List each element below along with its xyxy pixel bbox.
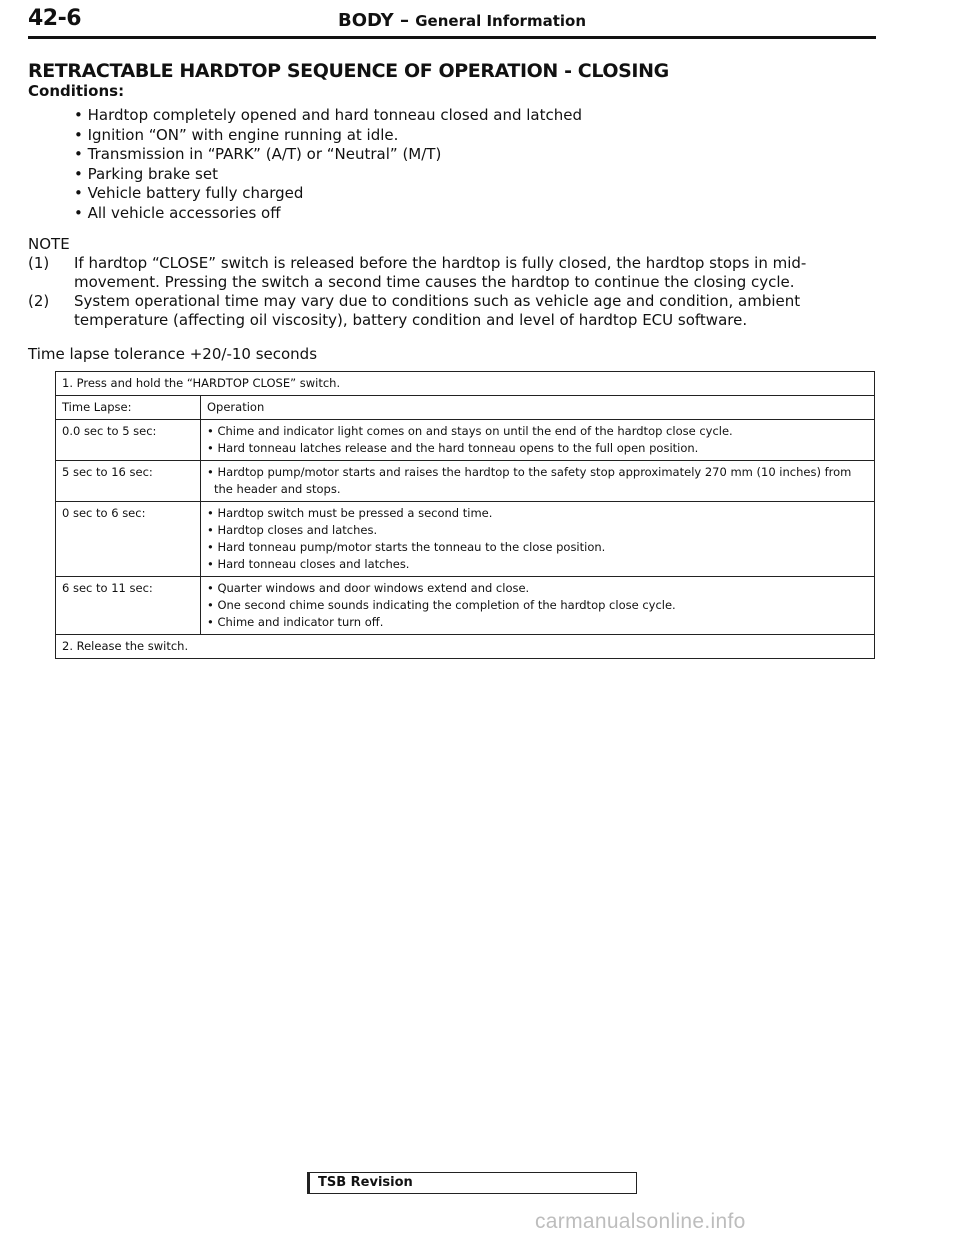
operation-header: Operation bbox=[201, 396, 875, 420]
time-cell: 5 sec to 16 sec: bbox=[56, 461, 201, 502]
operation-item: • Chime and indicator turn off. bbox=[207, 614, 868, 631]
step-1-cell: 1. Press and hold the “HARDTOP CLOSE” switch. bbox=[56, 372, 875, 396]
operation-item: • Quarter windows and door windows extend and close. bbox=[207, 580, 868, 597]
table-row bbox=[56, 502, 875, 577]
conditions-list bbox=[74, 106, 582, 223]
condition-item: • Hardtop completely opened and hard tonneau closed and latched bbox=[74, 106, 582, 124]
operation-item: • One second chime sounds indicating the completion of the hardtop close cycle. bbox=[207, 597, 868, 614]
table-row bbox=[56, 420, 875, 461]
condition-item: • Parking brake set bbox=[74, 164, 218, 183]
operation-cell bbox=[201, 461, 875, 502]
note-text: System operational time may vary due to conditions such as vehicle age and condition, ambient temperature (affecting oil viscosity), battery condition and level of hardtop ECU software. bbox=[74, 292, 801, 329]
operation-table bbox=[55, 371, 875, 659]
note-text: If hardtop “CLOSE” switch is released before the hardtop is fully closed, the hardtop stops in mid-movement. Pressing the switch a second time causes the hardtop to continue the closing cycle. bbox=[74, 254, 807, 291]
time-lapse-header: Time Lapse: bbox=[56, 396, 201, 420]
page-number: 42-6 bbox=[28, 6, 82, 31]
operation-item: • Chime and indicator light comes on and stays on until the end of the hardtop close cycle. bbox=[207, 423, 868, 440]
operation-item: • Hardtop switch must be pressed a second time. bbox=[207, 505, 868, 522]
time-cell: 6 sec to 11 sec: bbox=[56, 577, 201, 635]
conditions-heading: Conditions: bbox=[28, 82, 125, 100]
section-name: BODY – bbox=[338, 10, 409, 31]
tsb-revision-box: TSB Revision bbox=[307, 1172, 637, 1194]
watermark: carmanualsonline.info bbox=[535, 1210, 746, 1233]
condition-item: • Transmission in “PARK” (A/T) or “Neutral” (M/T) bbox=[74, 145, 442, 163]
page-header bbox=[28, 6, 876, 39]
operation-item: • Hardtop closes and latches. bbox=[207, 522, 868, 539]
step-2-cell: 2. Release the switch. bbox=[56, 635, 875, 659]
note-item bbox=[28, 292, 878, 330]
note-number: (2) bbox=[28, 292, 50, 310]
condition-item: • Ignition “ON” with engine running at idle. bbox=[74, 125, 399, 144]
time-cell: 0.0 sec to 5 sec: bbox=[56, 420, 201, 461]
condition-item: • Vehicle battery fully charged bbox=[74, 184, 304, 202]
subsection-name: General Information bbox=[415, 12, 587, 30]
condition-item: • All vehicle accessories off bbox=[74, 203, 281, 222]
page-title: RETRACTABLE HARDTOP SEQUENCE OF OPERATION - CLOSING bbox=[28, 60, 669, 82]
table-row bbox=[56, 635, 875, 659]
operation-item: • Hard tonneau closes and latches. bbox=[207, 556, 868, 573]
tolerance-note: Time lapse tolerance +20/-10 seconds bbox=[28, 345, 318, 363]
note-item bbox=[28, 254, 878, 292]
operation-item: • Hard tonneau latches release and the hard tonneau opens to the full open position. bbox=[207, 440, 868, 457]
section-title bbox=[338, 10, 586, 31]
operation-item: • Hard tonneau pump/motor starts the tonneau to the close position. bbox=[207, 539, 868, 556]
note-number: (1) bbox=[28, 254, 50, 272]
table-row bbox=[56, 577, 875, 635]
table-header-row bbox=[56, 396, 875, 420]
operation-cell bbox=[201, 577, 875, 635]
note-heading: NOTE bbox=[28, 235, 70, 253]
table-row bbox=[56, 372, 875, 396]
operation-item: • Hardtop pump/motor starts and raises the hardtop to the safety stop approximately 270 mm (10 inches) from the header and stops. bbox=[207, 464, 868, 498]
table-row bbox=[56, 461, 875, 502]
operation-cell bbox=[201, 502, 875, 577]
note-block bbox=[28, 235, 878, 330]
operation-cell bbox=[201, 420, 875, 461]
time-cell: 0 sec to 6 sec: bbox=[56, 502, 201, 577]
